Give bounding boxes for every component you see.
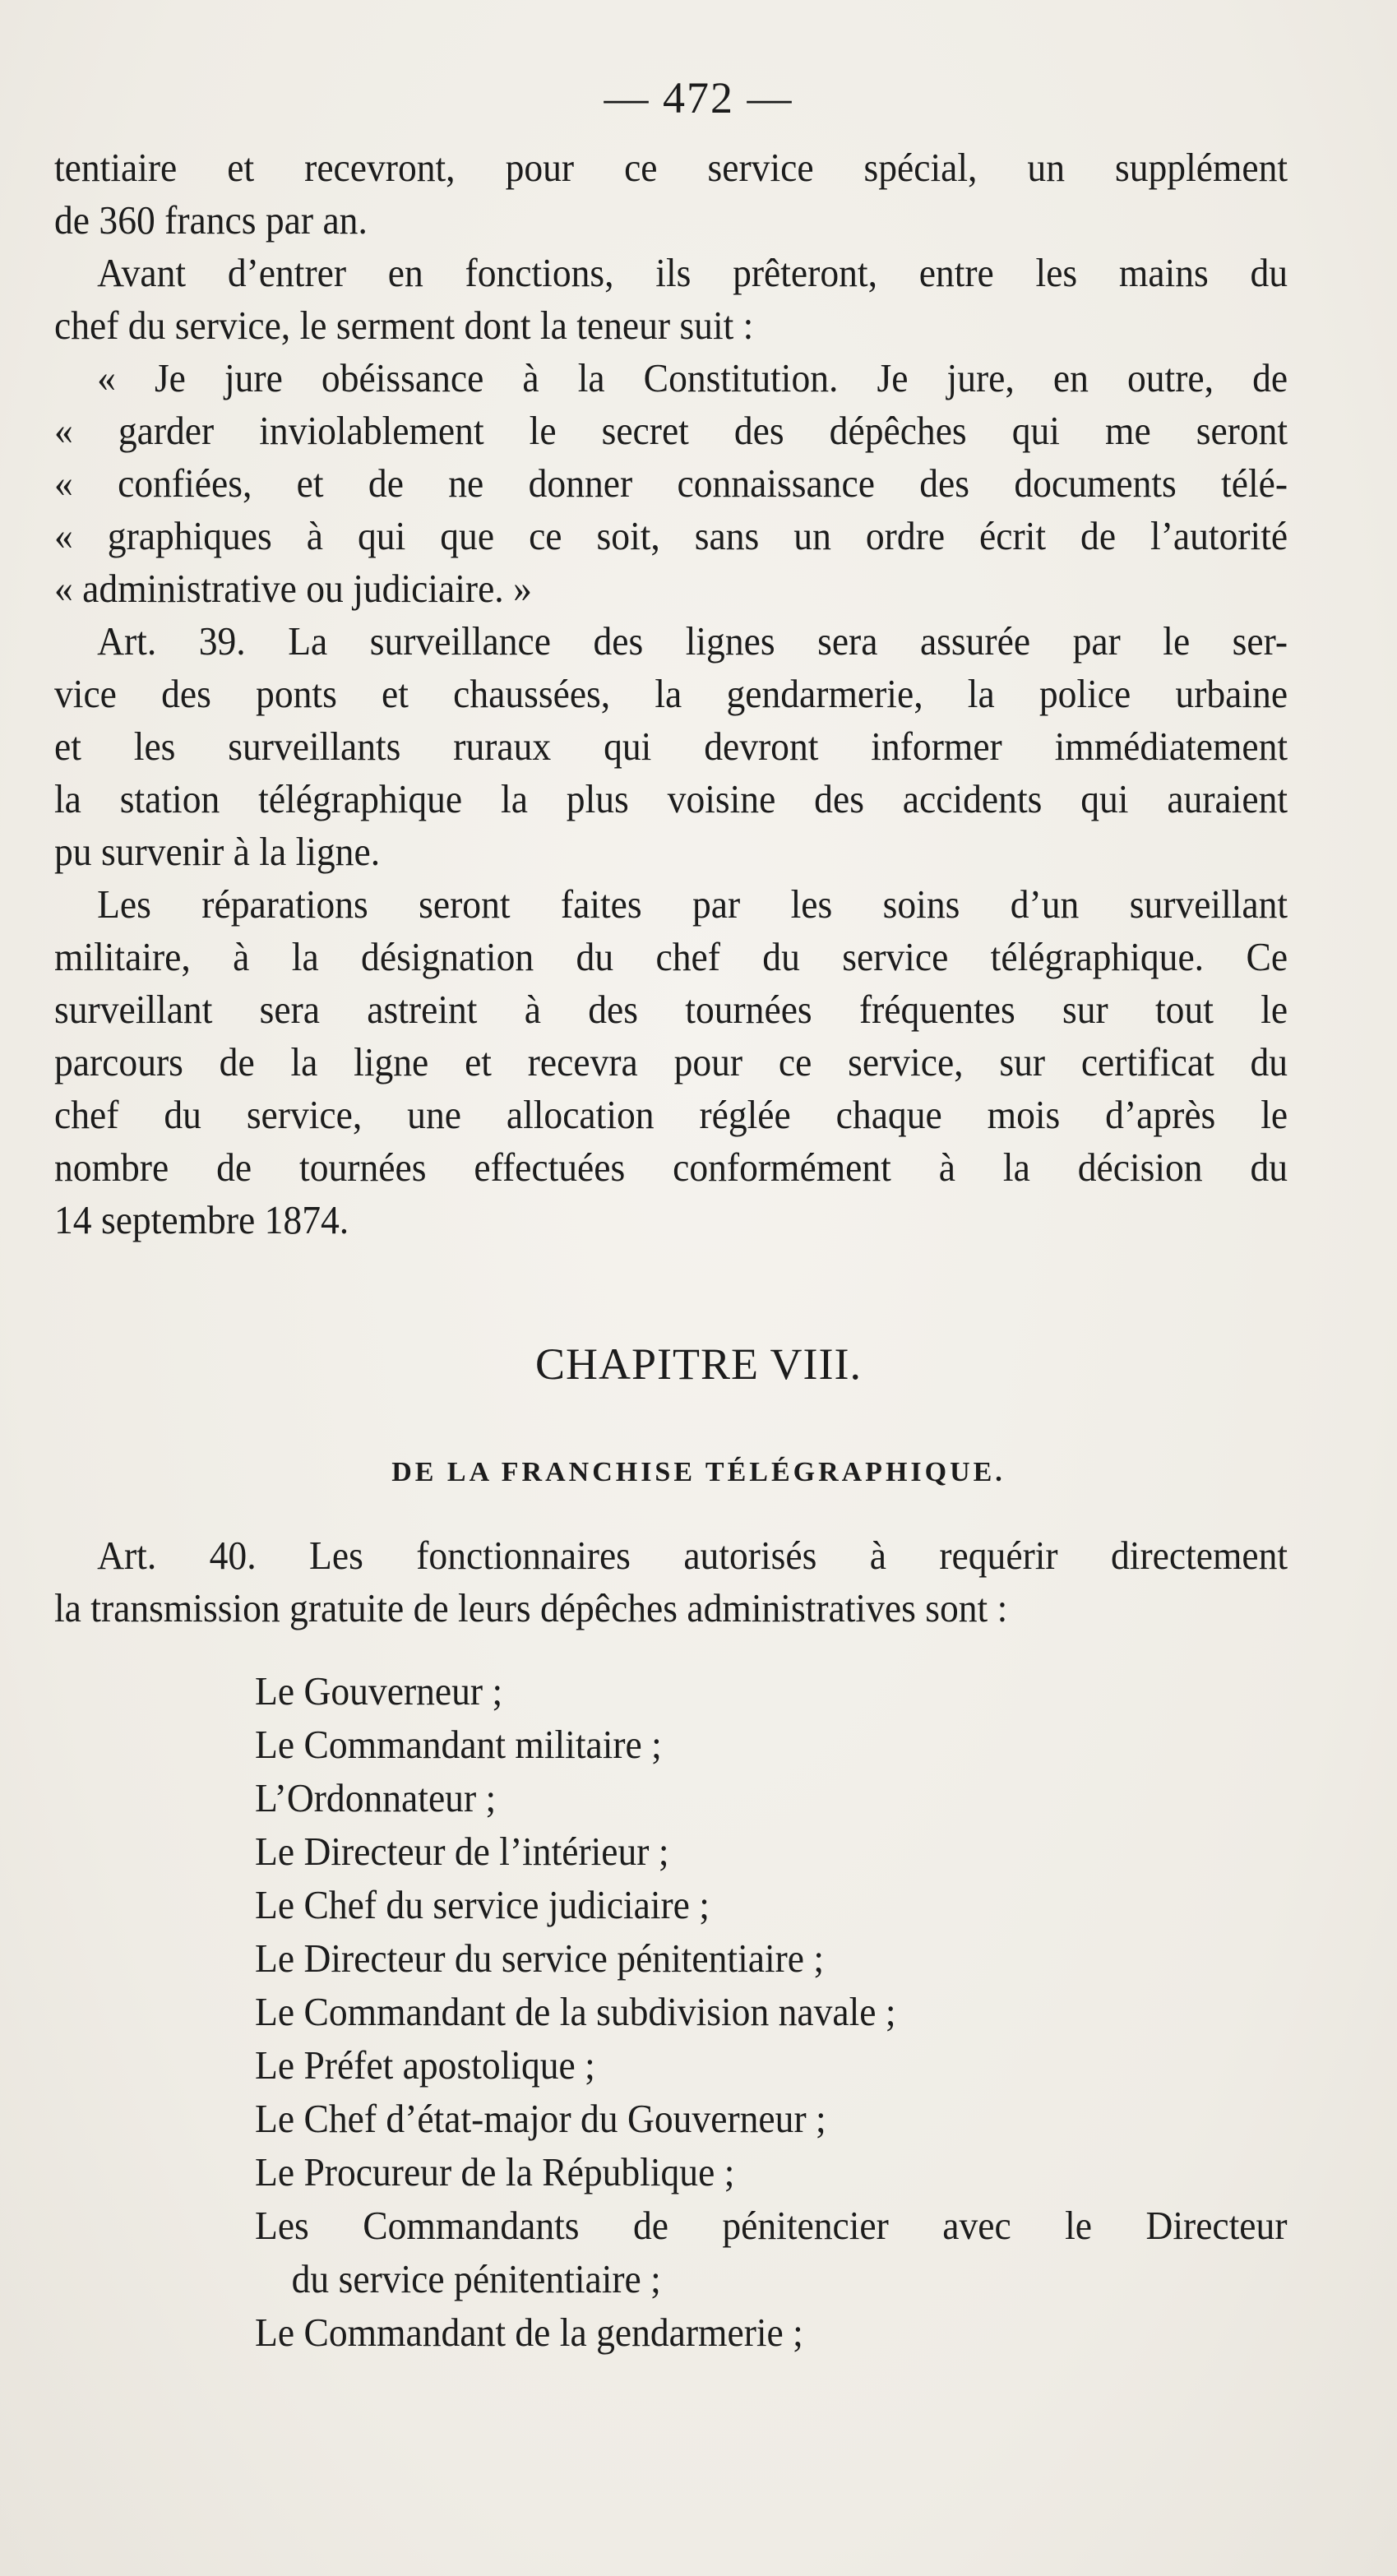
text-line: 14 septembre 1874.: [54, 1197, 349, 1242]
text-line: pu survenir à la ligne.: [54, 829, 381, 874]
text-line: « confiées, et de ne donner connaissance des documents télé-: [54, 460, 1288, 506]
text-line: militaire, à la désignation du chef du service télégraphique. Ce: [54, 934, 1288, 979]
text-line: Art. 40. Les fonctionnaires autorisés à requérir directement: [97, 1533, 1288, 1578]
body-text-top: [54, 141, 1288, 1246]
text-line: tentiaire et recevront, pour ce service spécial, un supplément: [54, 145, 1288, 190]
list-item: Le Gouverneur ;: [255, 1668, 503, 1713]
text-line: surveillant sera astreint à des tournées fréquentes sur tout le: [54, 987, 1288, 1032]
list-item: du service pénitentiaire ;: [291, 2256, 661, 2301]
text-line: chef du service, une allocation réglée chaque mois d’après le: [54, 1092, 1288, 1137]
text-line: Les réparations seront faites par les soins d’un surveillant: [97, 881, 1288, 927]
text-line: « Je jure obéissance à la Constitution. Je jure, en outre, de: [97, 355, 1288, 400]
list-item: Le Commandant militaire ;: [255, 1722, 662, 1767]
article-40-text: [54, 1529, 1288, 1635]
chapter-title: CHAPITRE VIII.: [535, 1339, 862, 1389]
text-line: « garder inviolablement le secret des dépêches qui me seront: [54, 408, 1288, 453]
list-item: Le Chef d’état-major du Gouverneur ;: [255, 2096, 826, 2141]
list-item: Les Commandants de pénitencier avec le Directeur: [255, 2203, 1288, 2248]
list-item: Le Commandant de la subdivision navale ;: [255, 1989, 896, 2034]
text-line: Art. 39. La surveillance des lignes sera assurée par le ser-: [97, 618, 1288, 664]
officials-list: [255, 1664, 1291, 2359]
text-line: de 360 francs par an.: [54, 197, 368, 243]
list-item: Le Préfet apostolique ;: [255, 2042, 595, 2088]
text-line: « graphiques à qui que ce soit, sans un ordre écrit de l’autorité: [54, 513, 1288, 558]
list-item: Le Commandant de la gendarmerie ;: [255, 2310, 803, 2355]
list-item: Le Chef du service judiciaire ;: [255, 1882, 710, 1927]
text-line: Avant d’entrer en fonctions, ils prêteront, entre les mains du: [97, 250, 1288, 295]
text-line: la station télégraphique la plus voisine des accidents qui auraient: [54, 776, 1288, 821]
text-line: la transmission gratuite de leurs dépêches administratives sont :: [54, 1585, 1008, 1630]
text-line: « administrative ou judiciaire. »: [54, 566, 532, 611]
text-line: nombre de tournées effectuées conformément à la décision du: [54, 1145, 1288, 1190]
list-item: Le Directeur du service pénitentiaire ;: [255, 1935, 825, 1981]
text-line: chef du service, le serment dont la teneur suit :: [54, 303, 754, 348]
chapter-subtitle: DE LA FRANCHISE TÉLÉGRAPHIQUE.: [391, 1457, 1006, 1487]
text-line: et les surveillants ruraux qui devront informer immédiatement: [54, 724, 1288, 769]
page-number: — 472 —: [604, 73, 793, 123]
list-item: Le Directeur de l’intérieur ;: [255, 1829, 669, 1874]
text-line: vice des ponts et chaussées, la gendarmerie, la police urbaine: [54, 671, 1288, 716]
list-item: L’Ordonnateur ;: [255, 1775, 497, 1820]
text-line: parcours de la ligne et recevra pour ce service, sur certificat du: [54, 1039, 1288, 1085]
list-item: Le Procureur de la République ;: [255, 2149, 735, 2194]
